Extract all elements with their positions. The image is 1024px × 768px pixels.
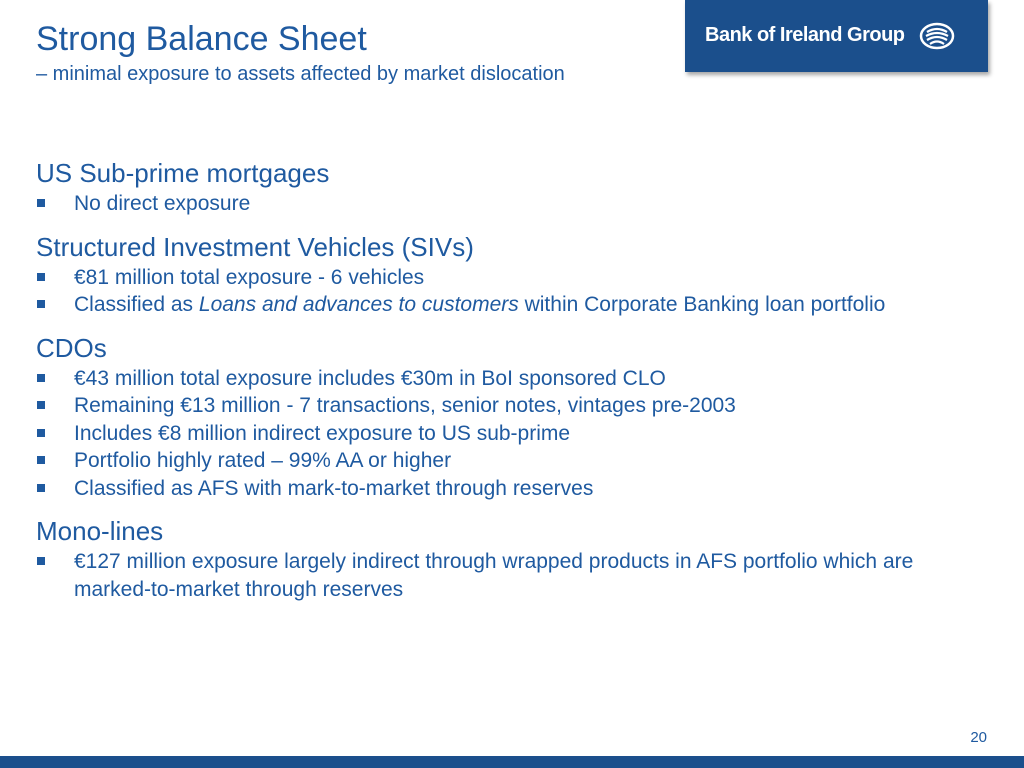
bullet-square-icon bbox=[37, 300, 45, 308]
bullet-square-icon bbox=[37, 484, 45, 492]
page-number: 20 bbox=[970, 729, 987, 746]
list-item bbox=[36, 475, 996, 503]
section-heading: Structured Investment Vehicles (SIVs) bbox=[36, 231, 474, 262]
section-heading: Mono-lines bbox=[36, 516, 164, 546]
bullet-list bbox=[36, 365, 996, 503]
list-item bbox=[36, 190, 996, 218]
list-item-text: Includes €8 million indirect exposure to US sub-prime bbox=[74, 421, 571, 445]
page-subtitle: – minimal exposure to assets affected by market dislocation bbox=[36, 63, 565, 85]
list-item-text: €43 million total exposure includes €30m in BoI sponsored CLO bbox=[74, 366, 666, 390]
list-item-text: Remaining €13 million - 7 transactions, senior notes, vintages pre-2003 bbox=[74, 394, 736, 417]
page-title: Strong Balance Sheet bbox=[36, 20, 367, 58]
logo-text: Bank of Ireland Group bbox=[705, 24, 905, 46]
list-item-text: Classified as AFS with mark-to-market through reserves bbox=[74, 476, 594, 500]
list-item bbox=[36, 420, 996, 448]
bullet-list bbox=[36, 264, 996, 319]
list-item bbox=[36, 392, 996, 420]
bullet-square-icon bbox=[37, 429, 45, 437]
list-item bbox=[36, 291, 996, 319]
list-item bbox=[36, 264, 996, 292]
bullet-square-icon bbox=[37, 374, 45, 382]
list-item-text-before: Classified as bbox=[74, 293, 199, 316]
section-sivs bbox=[36, 230, 996, 319]
bullet-square-icon bbox=[37, 199, 45, 207]
slide-content bbox=[36, 156, 996, 615]
footer-bar bbox=[0, 756, 1024, 768]
list-item-text: €127 million exposure largely indirect through wrapped products in AFS portfolio which are marked-to-market through reserves bbox=[74, 550, 914, 601]
section-us-subprime bbox=[36, 156, 996, 218]
section-mono-lines bbox=[36, 514, 996, 603]
bullet-square-icon bbox=[37, 273, 45, 281]
list-item-text: €81 million total exposure - 6 vehicles bbox=[74, 265, 425, 289]
list-item-text-after: within Corporate Banking loan portfolio bbox=[518, 293, 886, 316]
section-cdos bbox=[36, 331, 996, 503]
bullet-square-icon bbox=[37, 456, 45, 464]
list-item bbox=[36, 548, 996, 603]
list-item bbox=[36, 365, 996, 393]
bank-of-ireland-mark-icon bbox=[919, 21, 955, 51]
section-heading: CDOs bbox=[36, 332, 107, 363]
bullet-square-icon bbox=[37, 401, 45, 409]
list-item-text: No direct exposure bbox=[74, 192, 251, 215]
section-heading: US Sub-prime mortgages bbox=[36, 158, 330, 188]
bullet-list bbox=[36, 548, 996, 603]
list-item bbox=[36, 447, 996, 475]
list-item-text: Portfolio highly rated – 99% AA or higher bbox=[74, 449, 452, 472]
bullet-list bbox=[36, 190, 996, 218]
logo-banner bbox=[685, 0, 988, 72]
list-item-text-italic: Loans and advances to customers bbox=[198, 293, 519, 316]
bullet-square-icon bbox=[37, 557, 45, 565]
